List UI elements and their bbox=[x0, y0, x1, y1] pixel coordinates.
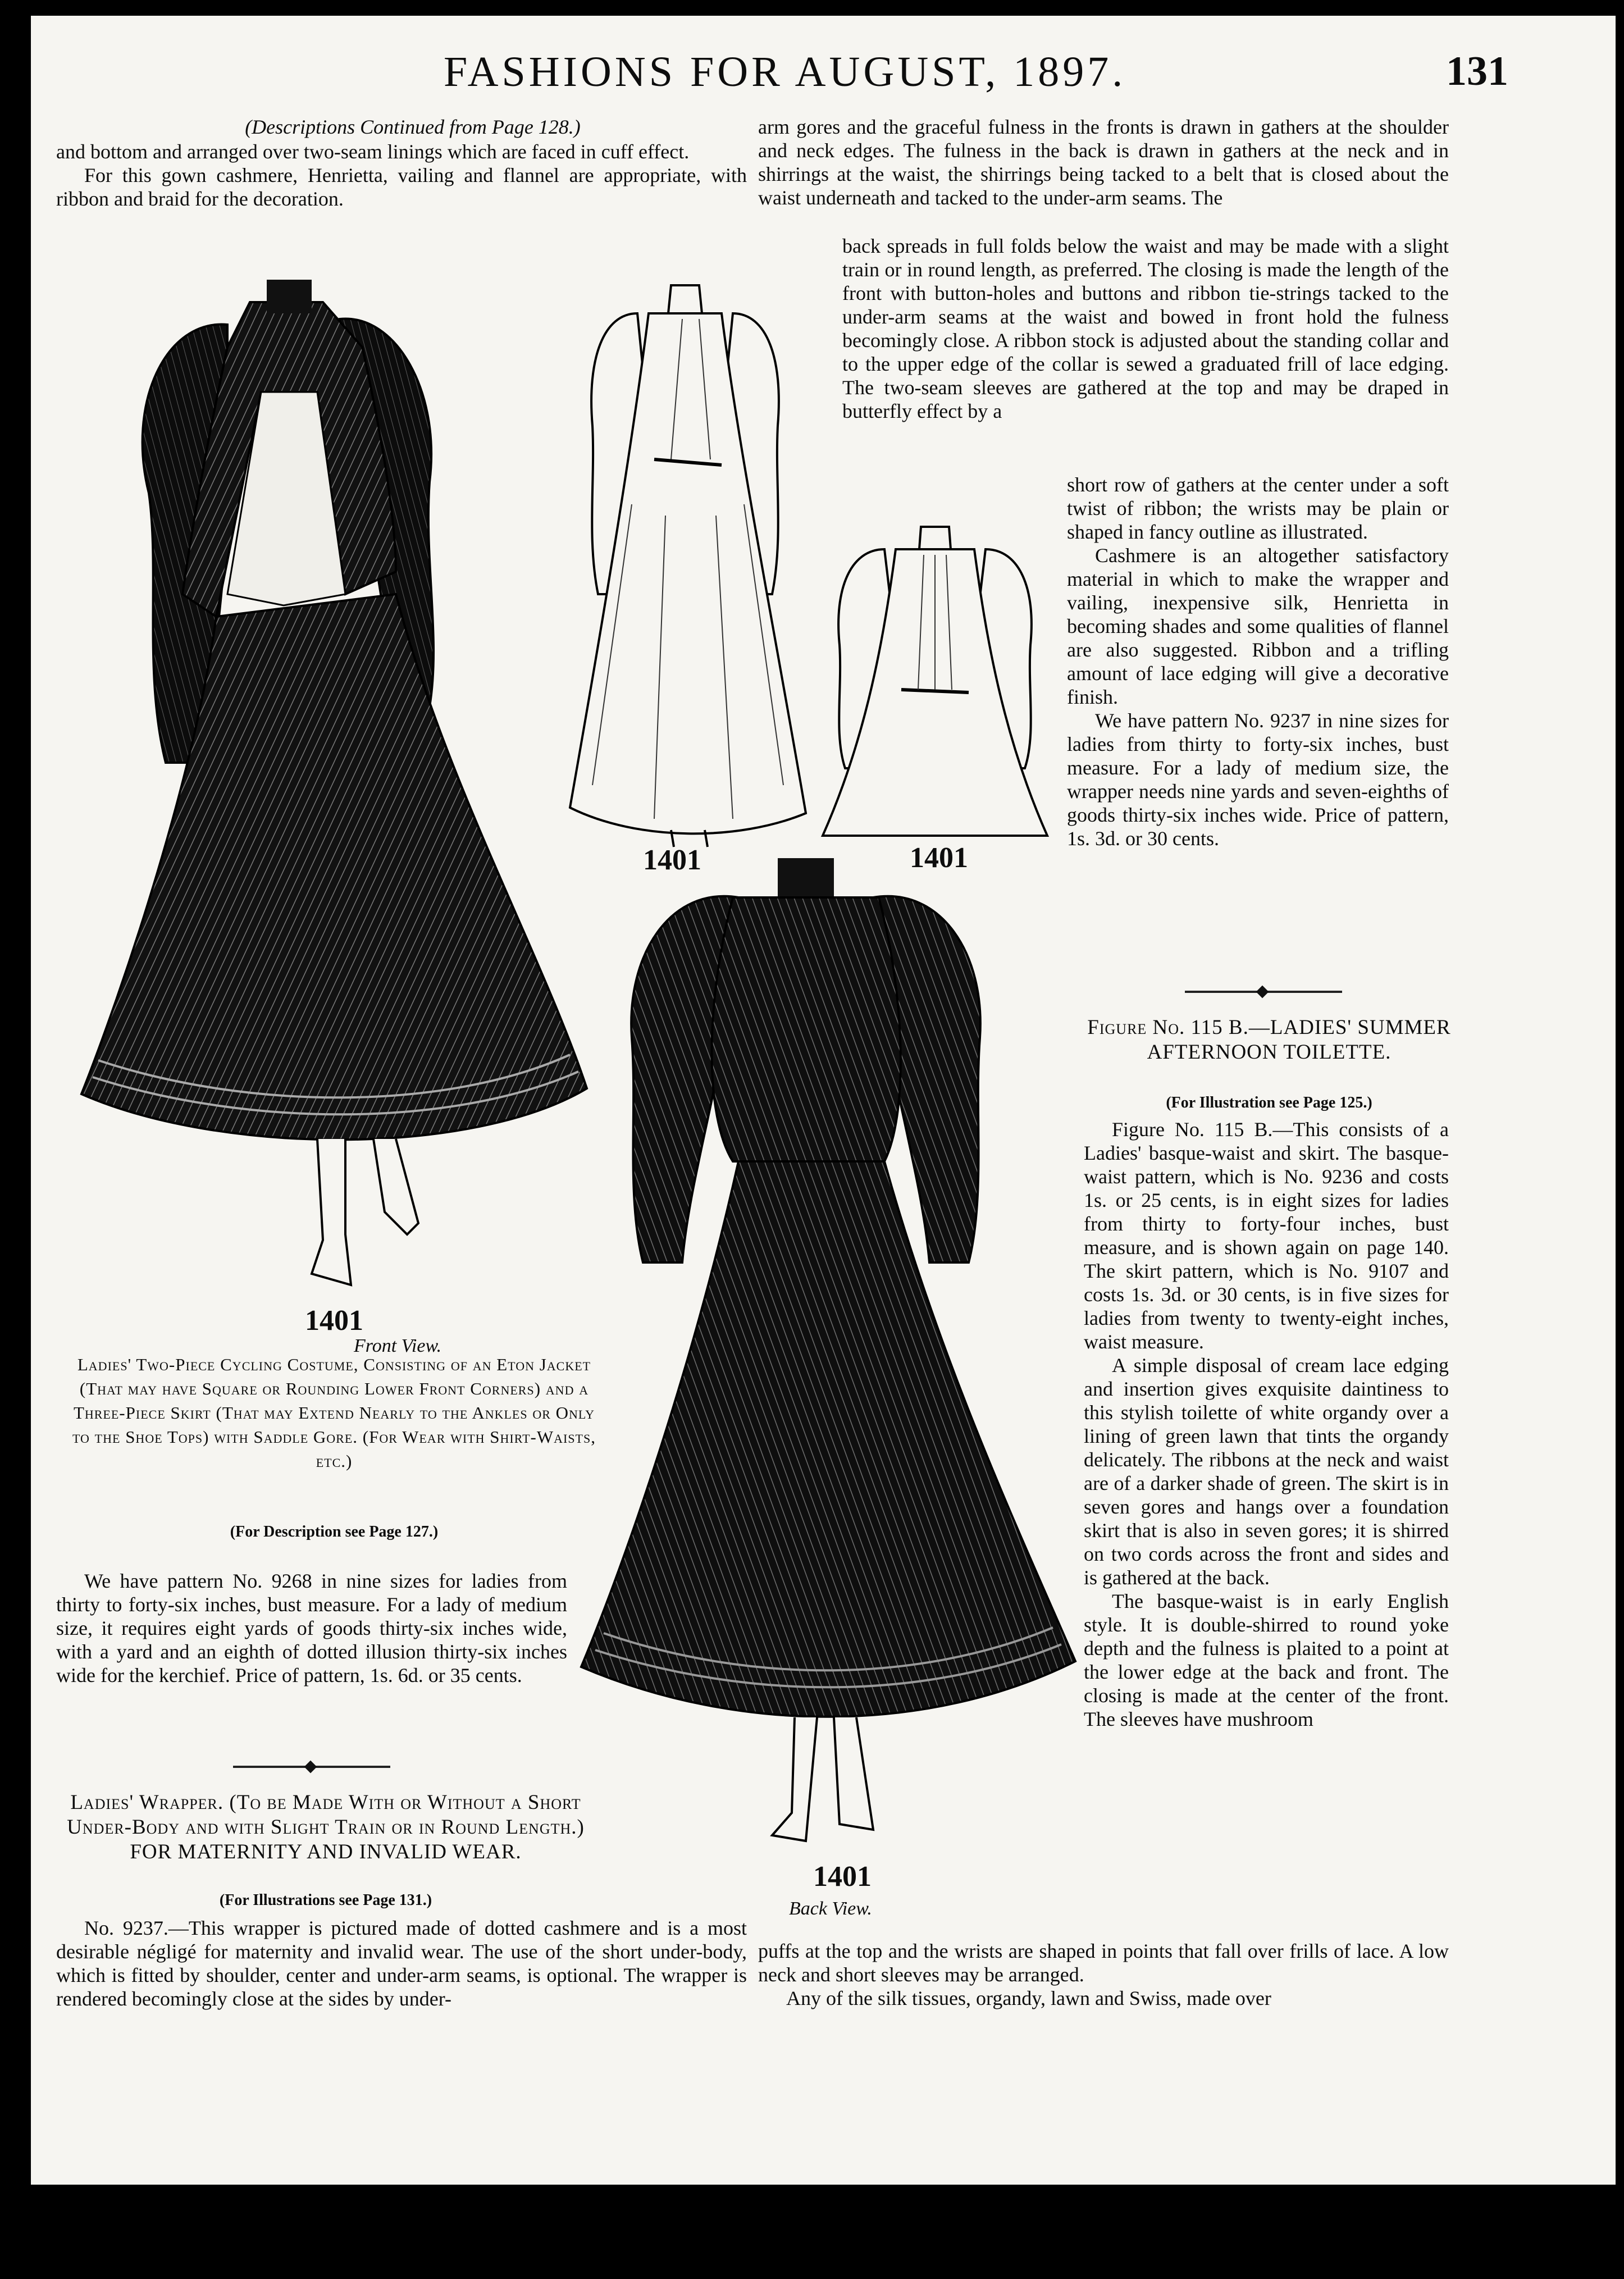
back-figure-number: 1401 bbox=[813, 1861, 872, 1893]
front-view-label: Front View. bbox=[354, 1336, 442, 1356]
wrapper-paragraph: short row of gathers at the center under a soft twist of ribbon; the wrists may be plain or shaped in fancy outline as illustrated. bbox=[1067, 473, 1449, 543]
wrapper-description-narrow bbox=[1067, 473, 1449, 850]
pattern-paragraph: We have pattern No. 9268 in nine sizes for ladies from thirty to forty-six inches, bust measure. For a lady of medium size, it requires eight yards of goods thirty-six inches wide, with a yard and an eighth of dotted illusion thirty-six inches wide for the kerchief. Price of pattern, 1s. 6d. or 35 cents. bbox=[56, 1570, 567, 1687]
intro-paragraph: For this gown cashmere, Henrietta, vailing and flannel are appropriate, with ribbon and braid for the decoration. bbox=[56, 164, 747, 210]
wrapper-front-figure-number: 1401 bbox=[643, 844, 701, 876]
wrapper-description-middle bbox=[842, 234, 1449, 423]
costume-caption-reference: (For Description see Page 127.) bbox=[230, 1523, 439, 1540]
continued-note: (Descriptions Continued from Page 128.) bbox=[245, 116, 581, 138]
divider-ornament-icon bbox=[304, 1761, 317, 1774]
page-title: FASHIONS FOR AUGUST, 1897. bbox=[444, 48, 1126, 95]
back-view-label: Back View. bbox=[789, 1898, 872, 1919]
figure-paragraph: A simple disposal of cream lace edging and insertion gives exquisite daintiness to this stylish toilette of white organdy over a lining of green lawn that tints the organdy delicately. The ribbons at the neck and waist are of a darker shade of green. The skirt is in seven gores and hangs over a foundation skirt that is also in seven gores; it is shirred on two cords across the front and sides and is gathered at the back. bbox=[1084, 1354, 1449, 1589]
intro-paragraph: and bottom and arranged over two-seam linings which are faced in cuff effect. bbox=[56, 140, 690, 163]
pattern-text bbox=[56, 1569, 567, 1687]
wrapper-paragraph: arm gores and the graceful fulness in the fronts is drawn in gathers at the shoulder and neck edges. The fulness in the back is drawn in gathers at the neck and in shirrings at the waist, the shirrings being tacked to a belt that is closed about the waist underneath and tacked to the under-arm seams. The bbox=[758, 116, 1449, 209]
figure-paragraph: Figure No. 115 B.—This consists of a Ladies' basque-waist and skirt. The basque-waist pattern, which is No. 9236 and costs 1s. or 25 cents, is in eight sizes for ladies from thirty to forty-four inches, bust measure, and is shown again on page 140. The skirt pattern, which is No. 9107 and costs 1s. 3d. or 30 cents, is in five sizes for ladies from twenty to twenty-eight inches, waist measure. bbox=[1084, 1118, 1449, 1353]
page-number: 131 bbox=[1446, 48, 1508, 94]
figure-description-bottom bbox=[758, 1939, 1449, 2010]
figure-heading: Figure No. 115 B.—LADIES' SUMMER AFTERNOON TOILETTE. bbox=[1087, 1016, 1451, 1064]
figure-paragraph: puffs at the top and the wrists are shaped in points that fall over frills of lace. A low neck and short sleeves may be arranged. bbox=[758, 1940, 1449, 1986]
figure-paragraph: The basque-waist is in early English style. It is double-shirred to round yoke depth and the fulness is plaited to a point at the lower edge at the back and front. The closing is made at the center of the front. The sleeves have mushroom bbox=[1084, 1590, 1449, 1730]
wrapper-paragraph: Cashmere is an altogether satisfactory material in which to make the wrapper and vailing, inexpensive silk, Henrietta in becoming shades and some qualities of flannel are also suggested. Ribbon and a trifling amount of lace edging will give a decorative finish. bbox=[1067, 544, 1449, 708]
wrapper-description-start bbox=[56, 1916, 747, 2011]
magazine-page bbox=[31, 16, 1616, 2185]
wrapper-front-illustration bbox=[570, 280, 806, 853]
intro-text bbox=[56, 140, 747, 211]
figure-reference: (For Illustration see Page 125.) bbox=[1166, 1094, 1372, 1111]
page-header bbox=[31, 48, 1603, 112]
wrapper-description-top bbox=[758, 115, 1449, 209]
wrapper-reference: (For Illustrations see Page 131.) bbox=[219, 1891, 432, 1909]
wrapper-back-figure-number: 1401 bbox=[910, 842, 968, 874]
divider-ornament-icon bbox=[1256, 986, 1269, 999]
wrapper-heading: Ladies' Wrapper. (To be Made With or Without a Short Under-Body and with Slight Train or in Round Length.) FOR MATERNITY AND INVALID WEAR. bbox=[67, 1791, 585, 1863]
costume-caption: Ladies' Two-Piece Cycling Costume, Consisting of an Eton Jacket (That may have Square or Rounding Lower Front Corners) and a Three-Piece Skirt (That may Extend Nearly to the Ankles or Only to the Shoe Tops) with Saddle Gore. (For Wear with Shirt-Waists, etc.) bbox=[72, 1355, 596, 1471]
front-figure-number: 1401 bbox=[305, 1305, 363, 1337]
wrapper-paragraph: We have pattern No. 9237 in nine sizes for ladies from thirty to forty-six inches, bust measure. For a lady of medium size, the wrapper needs nine yards and seven-eighths of goods thirty-six inches wide. Price of pattern, 1s. 3d. or 30 cents. bbox=[1067, 709, 1449, 850]
figure-description bbox=[1084, 1118, 1449, 1731]
wrapper-paragraph: No. 9237.—This wrapper is pictured made of dotted cashmere and is a most desirable négligé for maternity and invalid wear. The use of the short under-body, which is fitted by shoulder, center and under-arm seams, is optional. The wrapper is rendered becomingly close at the sides by under- bbox=[56, 1917, 747, 2010]
cycling-costume-back-illustration bbox=[570, 858, 1087, 1869]
figure-paragraph: Any of the silk tissues, organdy, lawn and Swiss, made over bbox=[786, 1987, 1271, 2009]
wrapper-paragraph: back spreads in full folds below the waist and may be made with a slight train or in round length, as preferred. The closing is made the length of the front with button-holes and buttons and ribbon tie-strings tacked to the under-arm seams at the waist and bowed in front hold the fulness becomingly close. A ribbon stock is adjusted about the standing collar and to the upper edge of the collar is sewed a graduated frill of lace edging. The two-seam sleeves are gathered at the top and may be draped in butterfly effect by a bbox=[842, 235, 1449, 422]
cycling-costume-front-illustration bbox=[81, 280, 643, 1319]
wrapper-back-illustration bbox=[823, 521, 1047, 836]
